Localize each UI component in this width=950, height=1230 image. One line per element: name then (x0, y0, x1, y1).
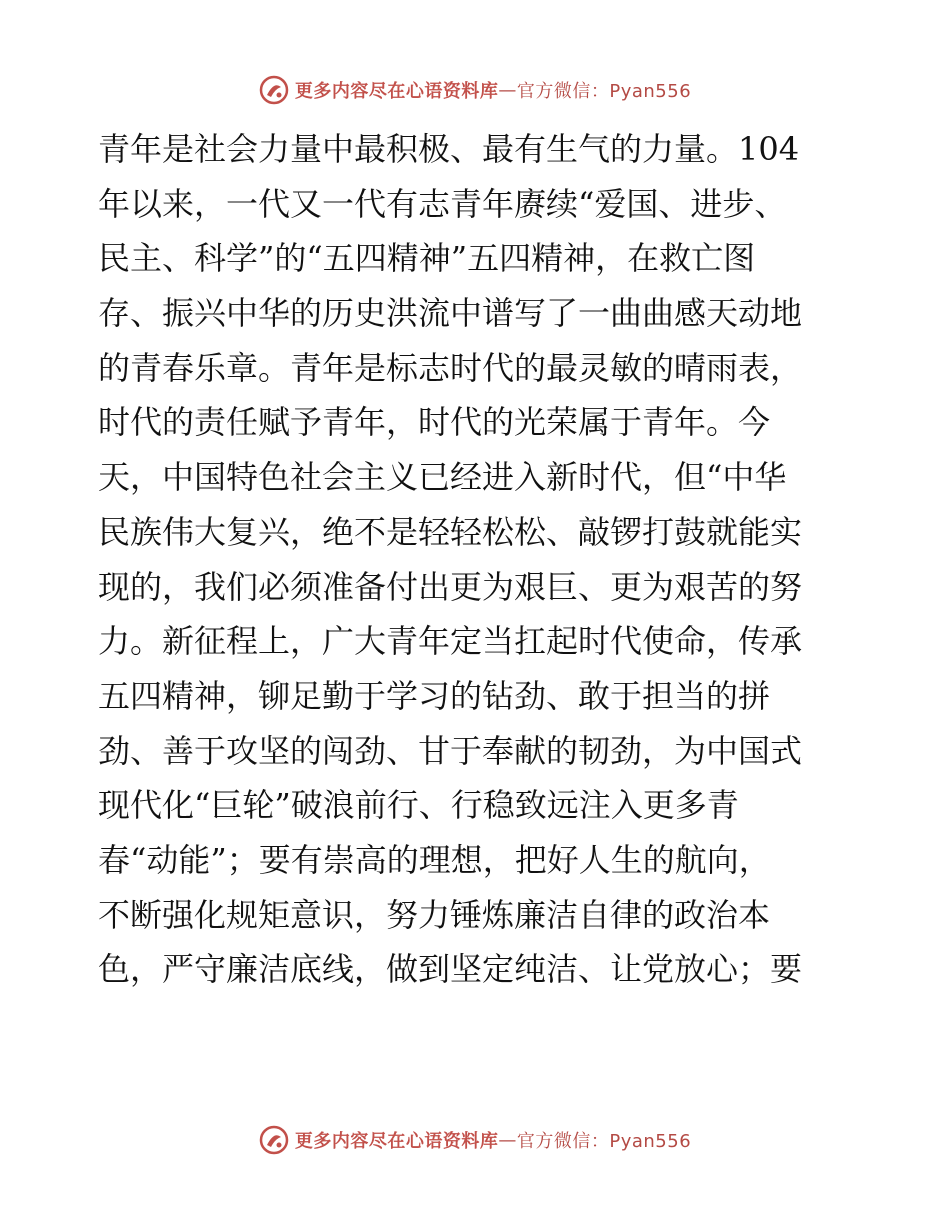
text-line: 劲、善于攻坚的闯劲、甘于奉献的韧劲，为中国式 (98, 731, 803, 770)
seal-logo-icon (259, 75, 289, 105)
text-line: 不断强化规矩意识，努力锤炼廉洁自律的政治本 (98, 895, 771, 934)
watermark-dash: — (498, 1129, 517, 1151)
watermark-official-account: 官方微信：Pyan556 (516, 81, 692, 102)
text-line: 存、振兴中华的历史洪流中谱写了一曲曲感天动地 (98, 294, 803, 333)
text-line: 春“动能”；要有崇高的理想，把好人生的航向， (98, 840, 771, 879)
text-line: 现的，我们必须准备付出更为艰巨、更为艰苦的努 (98, 567, 803, 606)
watermark-dash: — (498, 79, 517, 101)
document-body (98, 122, 850, 997)
text-line: 力。新征程上，广大青年定当扛起时代使命，传承 (98, 622, 803, 661)
watermark-main-text: 更多内容尽在心语资料库 (294, 1131, 499, 1152)
text-line: 天，中国特色社会主义已经进入新时代，但“中华 (98, 458, 787, 497)
text-line: 色，严守廉洁底线，做到坚定纯洁、让党放心；要 (98, 950, 803, 989)
text-line: 民族伟大复兴，绝不是轻轻松松、敲锣打鼓就能实 (98, 512, 803, 551)
watermark-main-text: 更多内容尽在心语资料库 (294, 81, 499, 102)
text-line: 青年是社会力量中最积极、最有生气的力量。104 (98, 130, 800, 168)
text-line: 五四精神，铆足勤于学习的钻劲、敢于担当的拼 (98, 676, 771, 715)
text-line: 的青春乐章。青年是标志时代的最灵敏的晴雨表， (98, 348, 803, 387)
text-line: 民主、科学”的“五四精神”五四精神，在救亡图 (98, 239, 756, 278)
watermark-official-account: 官方微信：Pyan556 (516, 1131, 692, 1152)
seal-logo-icon (259, 1125, 289, 1155)
text-line: 年以来，一代又一代有志青年赓续“爱国、进步、 (98, 184, 787, 223)
footer-watermark (0, 1120, 950, 1160)
header-watermark (0, 70, 950, 110)
text-line: 现代化“巨轮”破浪前行、行稳致远注入更多青 (98, 786, 739, 825)
text-line: 时代的责任赋予青年，时代的光荣属于青年。今 (98, 403, 771, 442)
